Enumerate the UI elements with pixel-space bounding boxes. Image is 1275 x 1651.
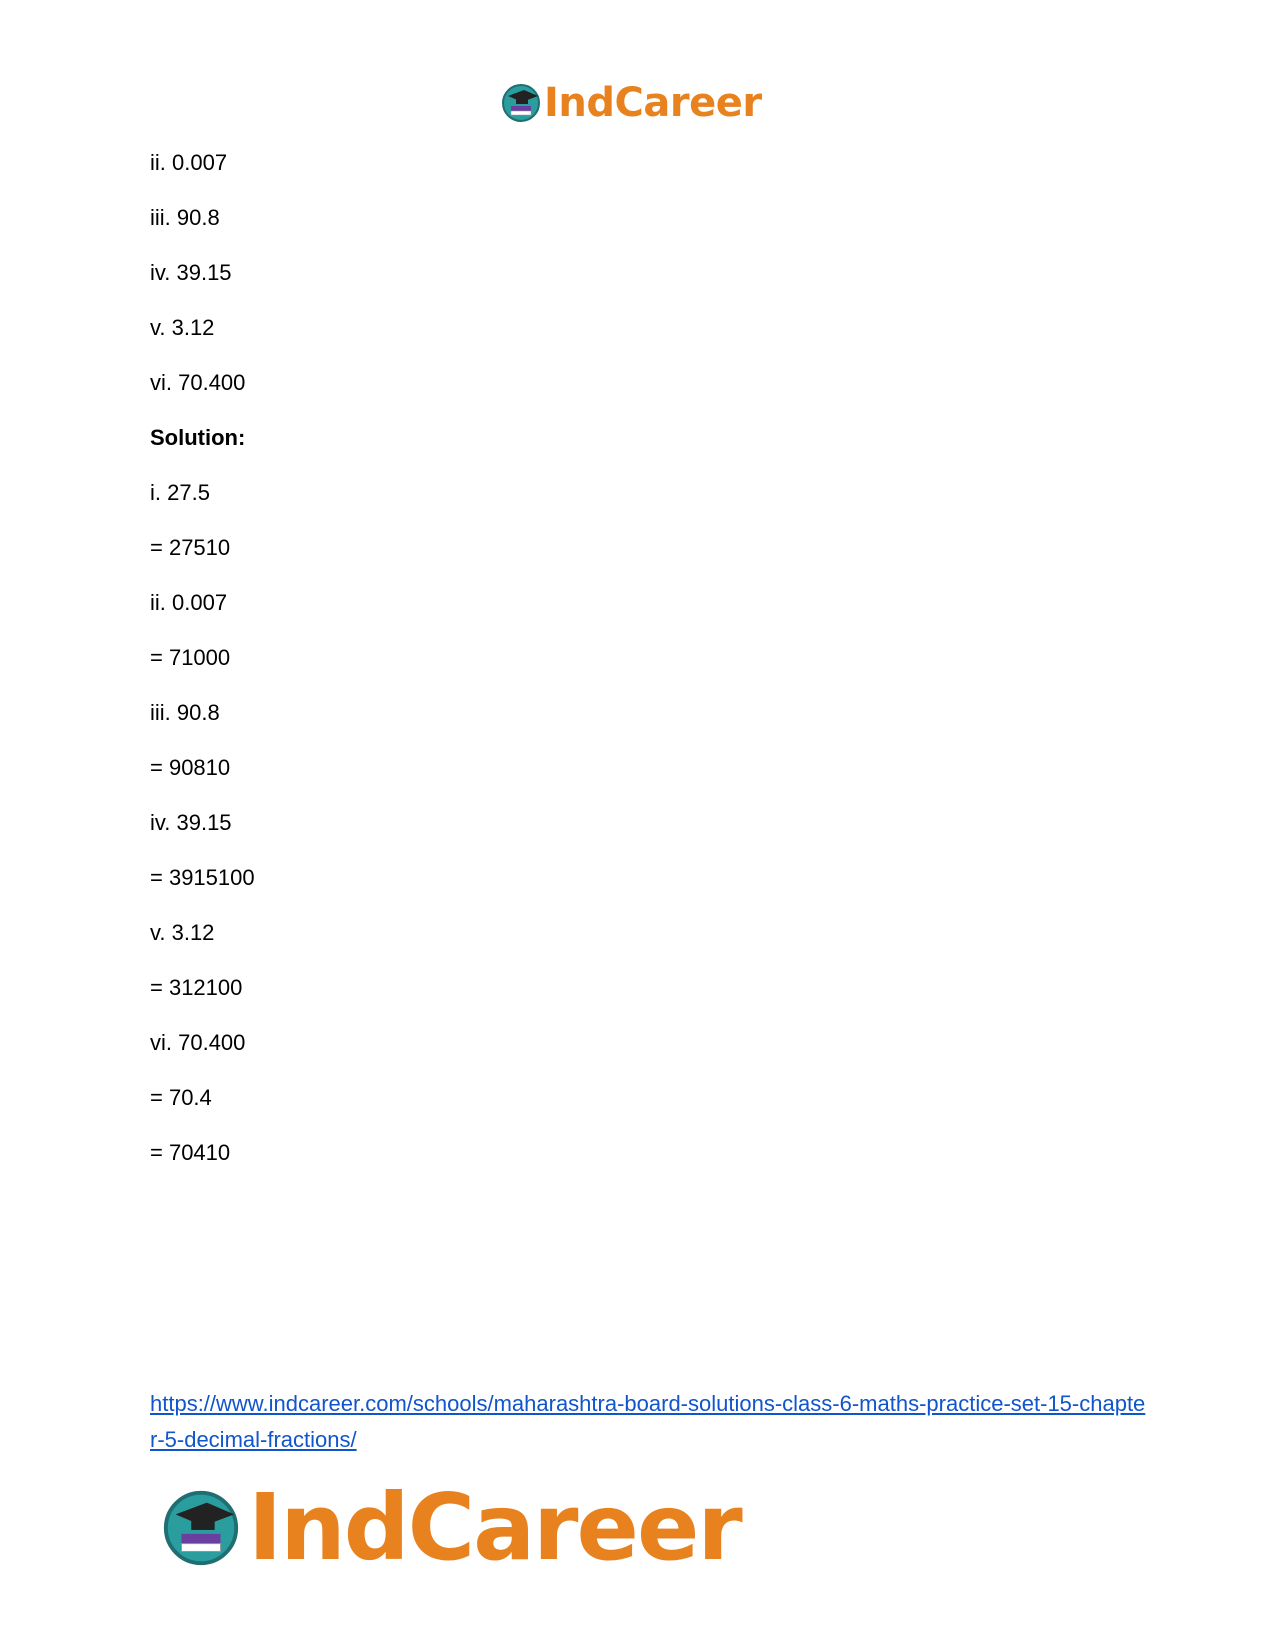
text-line: = 70410 bbox=[150, 1140, 231, 1165]
logo-wordmark: IndCareer bbox=[544, 80, 762, 126]
logo-wordmark: IndCareer bbox=[248, 1474, 741, 1581]
text-line: = 71000 bbox=[150, 645, 231, 670]
text-line: iv. 39.15 bbox=[150, 810, 232, 835]
text-line: = 27510 bbox=[150, 535, 231, 560]
solution-heading: Solution: bbox=[150, 425, 246, 450]
text-line: = 70.4 bbox=[150, 1085, 212, 1110]
text-line: vi. 70.400 bbox=[150, 370, 246, 395]
footer-logo bbox=[160, 1474, 741, 1581]
graduation-cap-globe-icon bbox=[160, 1487, 242, 1569]
text-line: iii. 90.8 bbox=[150, 205, 220, 230]
text-line: ii. 0.007 bbox=[150, 150, 228, 175]
text-line: v. 3.12 bbox=[150, 315, 215, 340]
source-link[interactable]: https://www.indcareer.com/schools/maharashtra-board-solutions-class-6-maths-practice-set-15-chapter-5-decimal-fractions/ bbox=[150, 1391, 1146, 1452]
text-line: i. 27.5 bbox=[150, 480, 210, 505]
text-line: ii. 0.007 bbox=[150, 590, 228, 615]
text-line: = 312100 bbox=[150, 975, 243, 1000]
text-line: v. 3.12 bbox=[150, 920, 215, 945]
text-line: iv. 39.15 bbox=[150, 260, 232, 285]
text-line: = 90810 bbox=[150, 755, 231, 780]
text-line: iii. 90.8 bbox=[150, 700, 220, 725]
graduation-cap-globe-icon bbox=[500, 82, 542, 124]
text-line: vi. 70.400 bbox=[150, 1030, 246, 1055]
text-line: = 3915100 bbox=[150, 865, 255, 890]
header-logo bbox=[500, 80, 762, 126]
